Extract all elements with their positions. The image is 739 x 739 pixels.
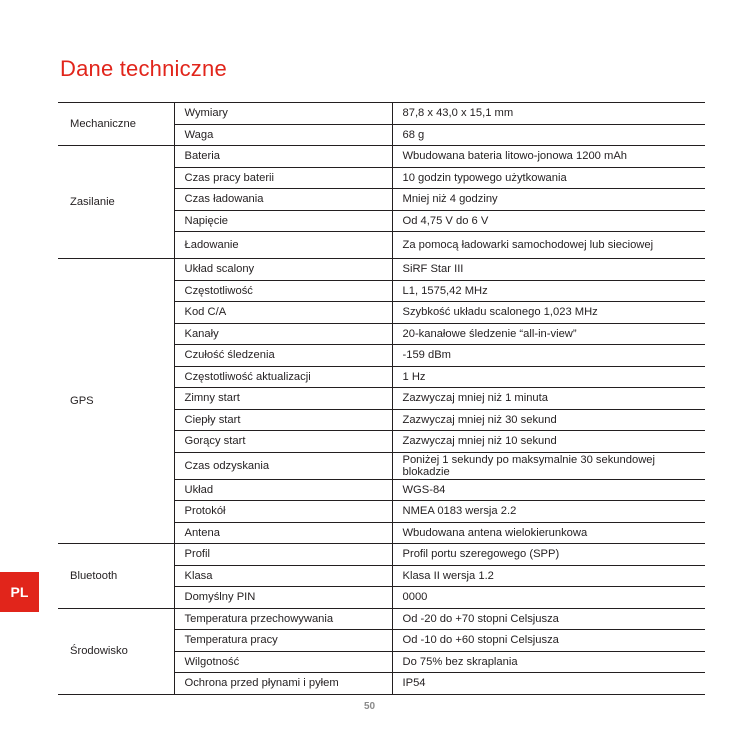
- spec-attribute: Układ scalony: [174, 259, 392, 281]
- spec-attribute: Ładowanie: [174, 232, 392, 259]
- spec-attribute: Temperatura pracy: [174, 630, 392, 652]
- spec-value: -159 dBm: [392, 345, 705, 367]
- spec-attribute: Waga: [174, 124, 392, 146]
- spec-value: IP54: [392, 673, 705, 695]
- page-title: Dane techniczne: [60, 56, 227, 81]
- spec-value: SiRF Star III: [392, 259, 705, 281]
- spec-value: 20-kanałowe śledzenie “all-in-view”: [392, 323, 705, 345]
- spec-value: 0000: [392, 587, 705, 609]
- spec-attribute: Częstotliwość aktualizacji: [174, 366, 392, 388]
- table-row: [58, 146, 705, 168]
- spec-value: 87,8 x 43,0 x 15,1 mm: [392, 103, 705, 125]
- spec-attribute: Temperatura przechowywania: [174, 608, 392, 630]
- spec-value: Wbudowana bateria litowo-jonowa 1200 mAh: [392, 146, 705, 168]
- spec-value: Do 75% bez skraplania: [392, 651, 705, 673]
- spec-value: Klasa II wersja 1.2: [392, 565, 705, 587]
- group-label: Zasilanie: [58, 146, 174, 259]
- spec-value: NMEA 0183 wersja 2.2: [392, 501, 705, 523]
- spec-value: 10 godzin typowego użytkowania: [392, 167, 705, 189]
- spec-value: WGS-84: [392, 479, 705, 501]
- language-tab: PL: [0, 572, 39, 612]
- table-row: [58, 259, 705, 281]
- spec-attribute: Gorący start: [174, 431, 392, 453]
- spec-attribute: Klasa: [174, 565, 392, 587]
- spec-attribute: Protokół: [174, 501, 392, 523]
- spec-value: Wbudowana antena wielokierunkowa: [392, 522, 705, 544]
- spec-value: Mniej niż 4 godziny: [392, 189, 705, 211]
- spec-attribute: Kanały: [174, 323, 392, 345]
- spec-value: Zazwyczaj mniej niż 10 sekund: [392, 431, 705, 453]
- spec-value: Od -20 do +70 stopni Celsjusza: [392, 608, 705, 630]
- specifications-table: [58, 102, 705, 695]
- page-number: 50: [363, 701, 376, 712]
- spec-attribute: Kod C/A: [174, 302, 392, 324]
- spec-value: Za pomocą ładowarki samochodowej lub sieciowej: [392, 232, 705, 259]
- spec-attribute: Antena: [174, 522, 392, 544]
- spec-attribute: Ochrona przed płynami i pyłem: [174, 673, 392, 695]
- spec-attribute: Częstotliwość: [174, 280, 392, 302]
- spec-value: 68 g: [392, 124, 705, 146]
- spec-value: Zazwyczaj mniej niż 1 minuta: [392, 388, 705, 410]
- spec-value: Od 4,75 V do 6 V: [392, 210, 705, 232]
- spec-attribute: Czułość śledzenia: [174, 345, 392, 367]
- spec-attribute: Ciepły start: [174, 409, 392, 431]
- spec-attribute: Wilgotność: [174, 651, 392, 673]
- spec-attribute: Zimny start: [174, 388, 392, 410]
- spec-value: Profil portu szeregowego (SPP): [392, 544, 705, 566]
- spec-attribute: Profil: [174, 544, 392, 566]
- table-row: [58, 608, 705, 630]
- spec-attribute: Wymiary: [174, 103, 392, 125]
- spec-attribute: Czas odzyskania: [174, 452, 392, 479]
- spec-attribute: Napięcie: [174, 210, 392, 232]
- spec-value: Szybkość układu scalonego 1,023 MHz: [392, 302, 705, 324]
- spec-value: L1, 1575,42 MHz: [392, 280, 705, 302]
- spec-value: Od -10 do +60 stopni Celsjusza: [392, 630, 705, 652]
- spec-value: Poniżej 1 sekundy po maksymalnie 30 sekundowej blokadzie: [392, 452, 705, 479]
- spec-attribute: Czas pracy baterii: [174, 167, 392, 189]
- spec-attribute: Domyślny PIN: [174, 587, 392, 609]
- spec-attribute: Bateria: [174, 146, 392, 168]
- group-label: Środowisko: [58, 608, 174, 694]
- group-label: GPS: [58, 259, 174, 544]
- spec-attribute: Czas ładowania: [174, 189, 392, 211]
- group-label: Bluetooth: [58, 544, 174, 609]
- group-label: Mechaniczne: [58, 103, 174, 146]
- spec-value: Zazwyczaj mniej niż 30 sekund: [392, 409, 705, 431]
- table-row: [58, 103, 705, 125]
- spec-value: 1 Hz: [392, 366, 705, 388]
- table-row: [58, 544, 705, 566]
- spec-attribute: Układ: [174, 479, 392, 501]
